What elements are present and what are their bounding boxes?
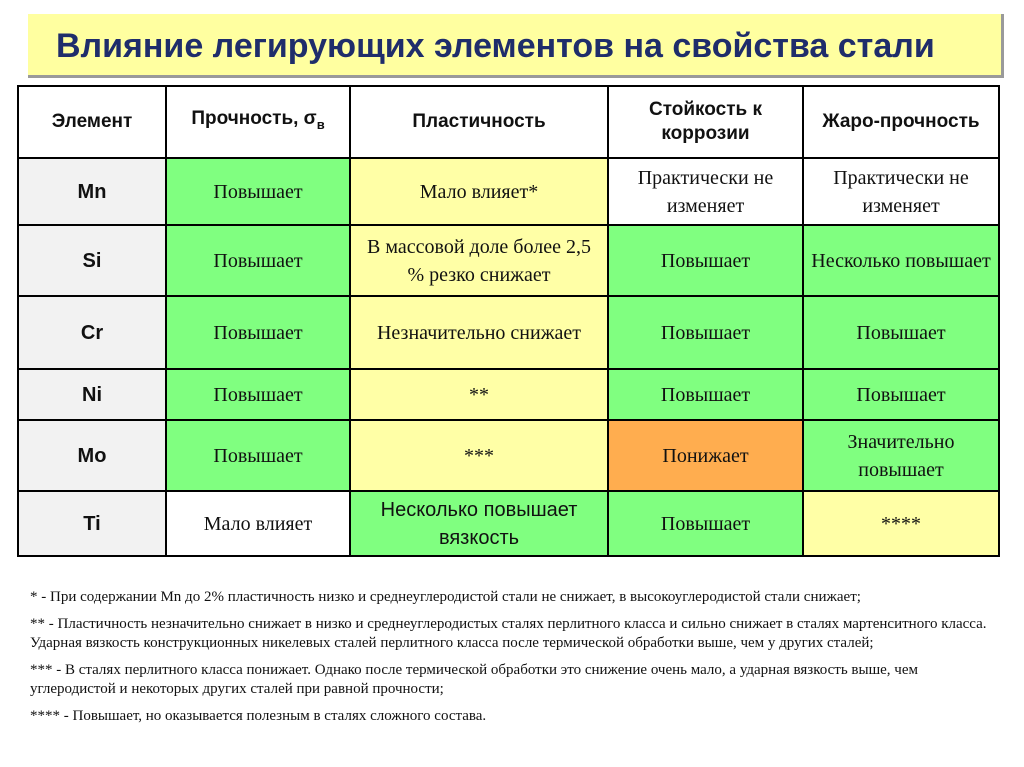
cell-plasticity: Несколько повышает вязкость xyxy=(350,491,608,556)
header-heat-resistance: Жаро-прочность xyxy=(803,86,999,158)
cell-heat-resistance: Повышает xyxy=(803,296,999,369)
header-plasticity: Пластичность xyxy=(350,86,608,158)
header-element: Элемент xyxy=(18,86,166,158)
cell-strength: Мало влияет xyxy=(166,491,350,556)
cell-heat-resistance: **** xyxy=(803,491,999,556)
cell-plasticity: ** xyxy=(350,369,608,420)
table-row xyxy=(18,369,999,420)
cell-corrosion: Понижает xyxy=(608,420,803,491)
header-strength-label: Прочность, σ xyxy=(191,108,317,130)
cell-strength: Повышает xyxy=(166,158,350,225)
cell-plasticity: Мало влияет* xyxy=(350,158,608,225)
footnote-4: **** - Повышает, но оказывается полезным в сталях сложного состава. xyxy=(30,708,487,724)
cell-plasticity: Незначительно снижает xyxy=(350,296,608,369)
header-strength xyxy=(166,86,350,158)
header-strength-subscript: в xyxy=(316,116,325,132)
cell-element: Cr xyxy=(18,296,166,369)
cell-strength: Повышает xyxy=(166,225,350,296)
footnotes xyxy=(30,588,990,734)
page-title: Влияние легирующих элементов на свойства стали xyxy=(56,27,935,65)
header-corrosion: Стойкость к коррозии xyxy=(608,86,803,158)
table-row xyxy=(18,225,999,296)
cell-corrosion: Повышает xyxy=(608,369,803,420)
cell-element: Mn xyxy=(18,158,166,225)
cell-corrosion: Повышает xyxy=(608,296,803,369)
footnote-2: ** - Пластичность незначительно снижает в низко и среднеуглеродистых сталях перлитного класса и сильно снижает в сталях мартенситного класса. Ударная вязкость конструкционных никелевых сталей перлитного класса после термической обработки выше, чем у других сталей; xyxy=(30,616,987,651)
cell-strength: Повышает xyxy=(166,420,350,491)
cell-heat-resistance: Несколько повышает xyxy=(803,225,999,296)
table-row xyxy=(18,296,999,369)
cell-strength: Повышает xyxy=(166,296,350,369)
title-banner xyxy=(28,14,1004,78)
cell-heat-resistance: Повышает xyxy=(803,369,999,420)
cell-strength: Повышает xyxy=(166,369,350,420)
table-header-row xyxy=(18,86,999,158)
cell-element: Si xyxy=(18,225,166,296)
table-row xyxy=(18,420,999,491)
cell-element: Mo xyxy=(18,420,166,491)
table-row xyxy=(18,158,999,225)
alloy-properties-table xyxy=(17,85,1000,557)
cell-plasticity: *** xyxy=(350,420,608,491)
table-row xyxy=(18,491,999,556)
cell-plasticity: В массовой доле более 2,5 % резко снижает xyxy=(350,225,608,296)
cell-corrosion: Повышает xyxy=(608,491,803,556)
cell-element: Ni xyxy=(18,369,166,420)
cell-heat-resistance: Практически не изменяет xyxy=(803,158,999,225)
footnote-3: *** - В сталях перлитного класса понижает. Однако после термической обработки это снижение очень мало, а ударная вязкость выше, чем углеродистой и некоторых других сталей при равной прочности; xyxy=(30,662,918,697)
cell-heat-resistance: Значительно повышает xyxy=(803,420,999,491)
cell-corrosion: Повышает xyxy=(608,225,803,296)
cell-corrosion: Практически не изменяет xyxy=(608,158,803,225)
footnote-1: * - При содержании Mn до 2% пластичность низко и среднеуглеродистой стали не снижает, в высокоуглеродистой стали снижает; xyxy=(30,589,861,605)
cell-element: Ti xyxy=(18,491,166,556)
